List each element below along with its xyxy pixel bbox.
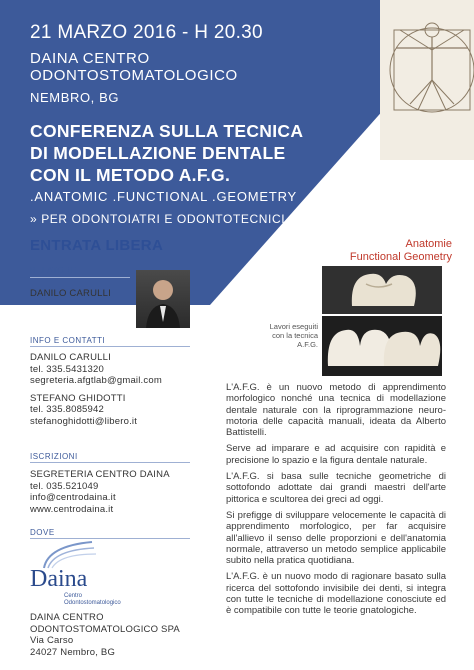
address-line-2: ODONTOSTOMATOLOGICO SPA: [30, 623, 180, 635]
audience-line: » PER ODONTOIATRI E ODONTOTECNICI: [30, 212, 286, 226]
teeth-photo-top: [322, 266, 442, 314]
contact-2-tel: tel. 335.8085942: [30, 404, 104, 415]
vitruvian-man-image: [380, 0, 474, 160]
description-paragraph: L'A.F.G. è un nuovo metodo di apprendimento morfologico nonché una tecnica di modellazione dentale naturale con la riprogrammazione neuro-motoria delle capacità manuali, ideata da Alberto Battistelli.: [226, 382, 446, 439]
registration-office: SEGRETERIA CENTRO DAINA: [30, 469, 170, 480]
contact-1-name: DANILO CARULLI: [30, 352, 111, 363]
registration-tel: tel. 035.521049: [30, 480, 99, 492]
speaker-name: DANILO CARULLI: [30, 288, 111, 299]
divider: [30, 277, 130, 278]
description-paragraph: Si prefigge di sviluppare velocemente le capacità di apprendimento morfologico, per far acquisire all'allievo il senso delle proporzioni e dell'anatomia normale, attraverso un metodo semplice applicabile subito nella pratica quotidiana.: [226, 509, 446, 567]
venue-line-1: DAINA CENTRO: [30, 50, 150, 67]
description-paragraph: Serve ad imparare e ad acquisire con rapidità e precisione lo spazio e la figura dentale naturale.: [226, 443, 446, 466]
contact-2-email: stefanoghidotti@libero.it: [30, 415, 138, 427]
registration-block: [30, 469, 170, 515]
address-line-3: Via Carso: [30, 635, 74, 646]
contacts-label: INFO E CONTATTI: [30, 336, 106, 345]
address-line-1: DAINA CENTRO: [30, 612, 104, 623]
divider: [30, 462, 190, 463]
description-paragraph: L'A.F.G. è un nuovo modo di ragionare basato sulla ricerca del sottofondo invisibile dei denti, si integra con tutte le tecniche di modellazione conosciute ed è compatibile con tutte le teorie gnatologiche.: [226, 571, 446, 617]
speaker-portrait: [136, 270, 190, 328]
registration-website: www.centrodaina.it: [30, 503, 114, 515]
contacts-block: [30, 352, 162, 427]
registration-email: info@centrodaina.it: [30, 492, 116, 503]
title-line-3: CON IL METODO A.F.G.: [30, 165, 231, 185]
contact-1-tel: tel. 335.5431320: [30, 363, 104, 375]
address-block: [30, 612, 180, 658]
daina-logo-subtitle: Centro Odontostomatologico: [64, 593, 121, 606]
registration-label: ISCRIZIONI: [30, 452, 78, 461]
daina-logo-text: Daina: [30, 566, 88, 592]
divider: [30, 346, 190, 347]
venue-city: NEMBRO, BG: [30, 90, 120, 105]
address-line-4: 24027 Nembro, BG: [30, 646, 116, 658]
venue-line-2: ODONTOSTOMATOLOGICO: [30, 67, 238, 84]
title-line-2: DI MODELLAZIONE DENTALE: [30, 143, 286, 163]
divider: [30, 538, 190, 539]
contact-2-name: STEFANO GHIDOTTI: [30, 392, 126, 404]
location-label: DOVE: [30, 528, 55, 537]
works-caption: Lavori eseguiti con la tecnica A.F.G.: [269, 322, 318, 349]
images-caption: Anatomie Functional Geometry: [349, 238, 452, 263]
description-paragraph: L'A.F.G. si basa sulle tecniche geometriche di sottofondo adottate dai grandi maestri dell'arte pittorica e scultorea dei greci ad oggi.: [226, 471, 446, 505]
teeth-photo-bottom: [322, 316, 442, 376]
speaker-label: RELATORE: [30, 266, 77, 275]
event-date-time: 21 MARZO 2016 - H 20.30: [30, 22, 263, 43]
contact-1-email: segreteria.afgtlab@gmail.com: [30, 375, 162, 386]
description-text: [226, 382, 446, 622]
free-entry-label: ENTRATA LIBERA: [30, 237, 164, 254]
title-line-1: CONFERENZA SULLA TECNICA: [30, 121, 304, 141]
subtitle: .ANATOMIC .FUNCTIONAL .GEOMETRY: [30, 189, 298, 204]
